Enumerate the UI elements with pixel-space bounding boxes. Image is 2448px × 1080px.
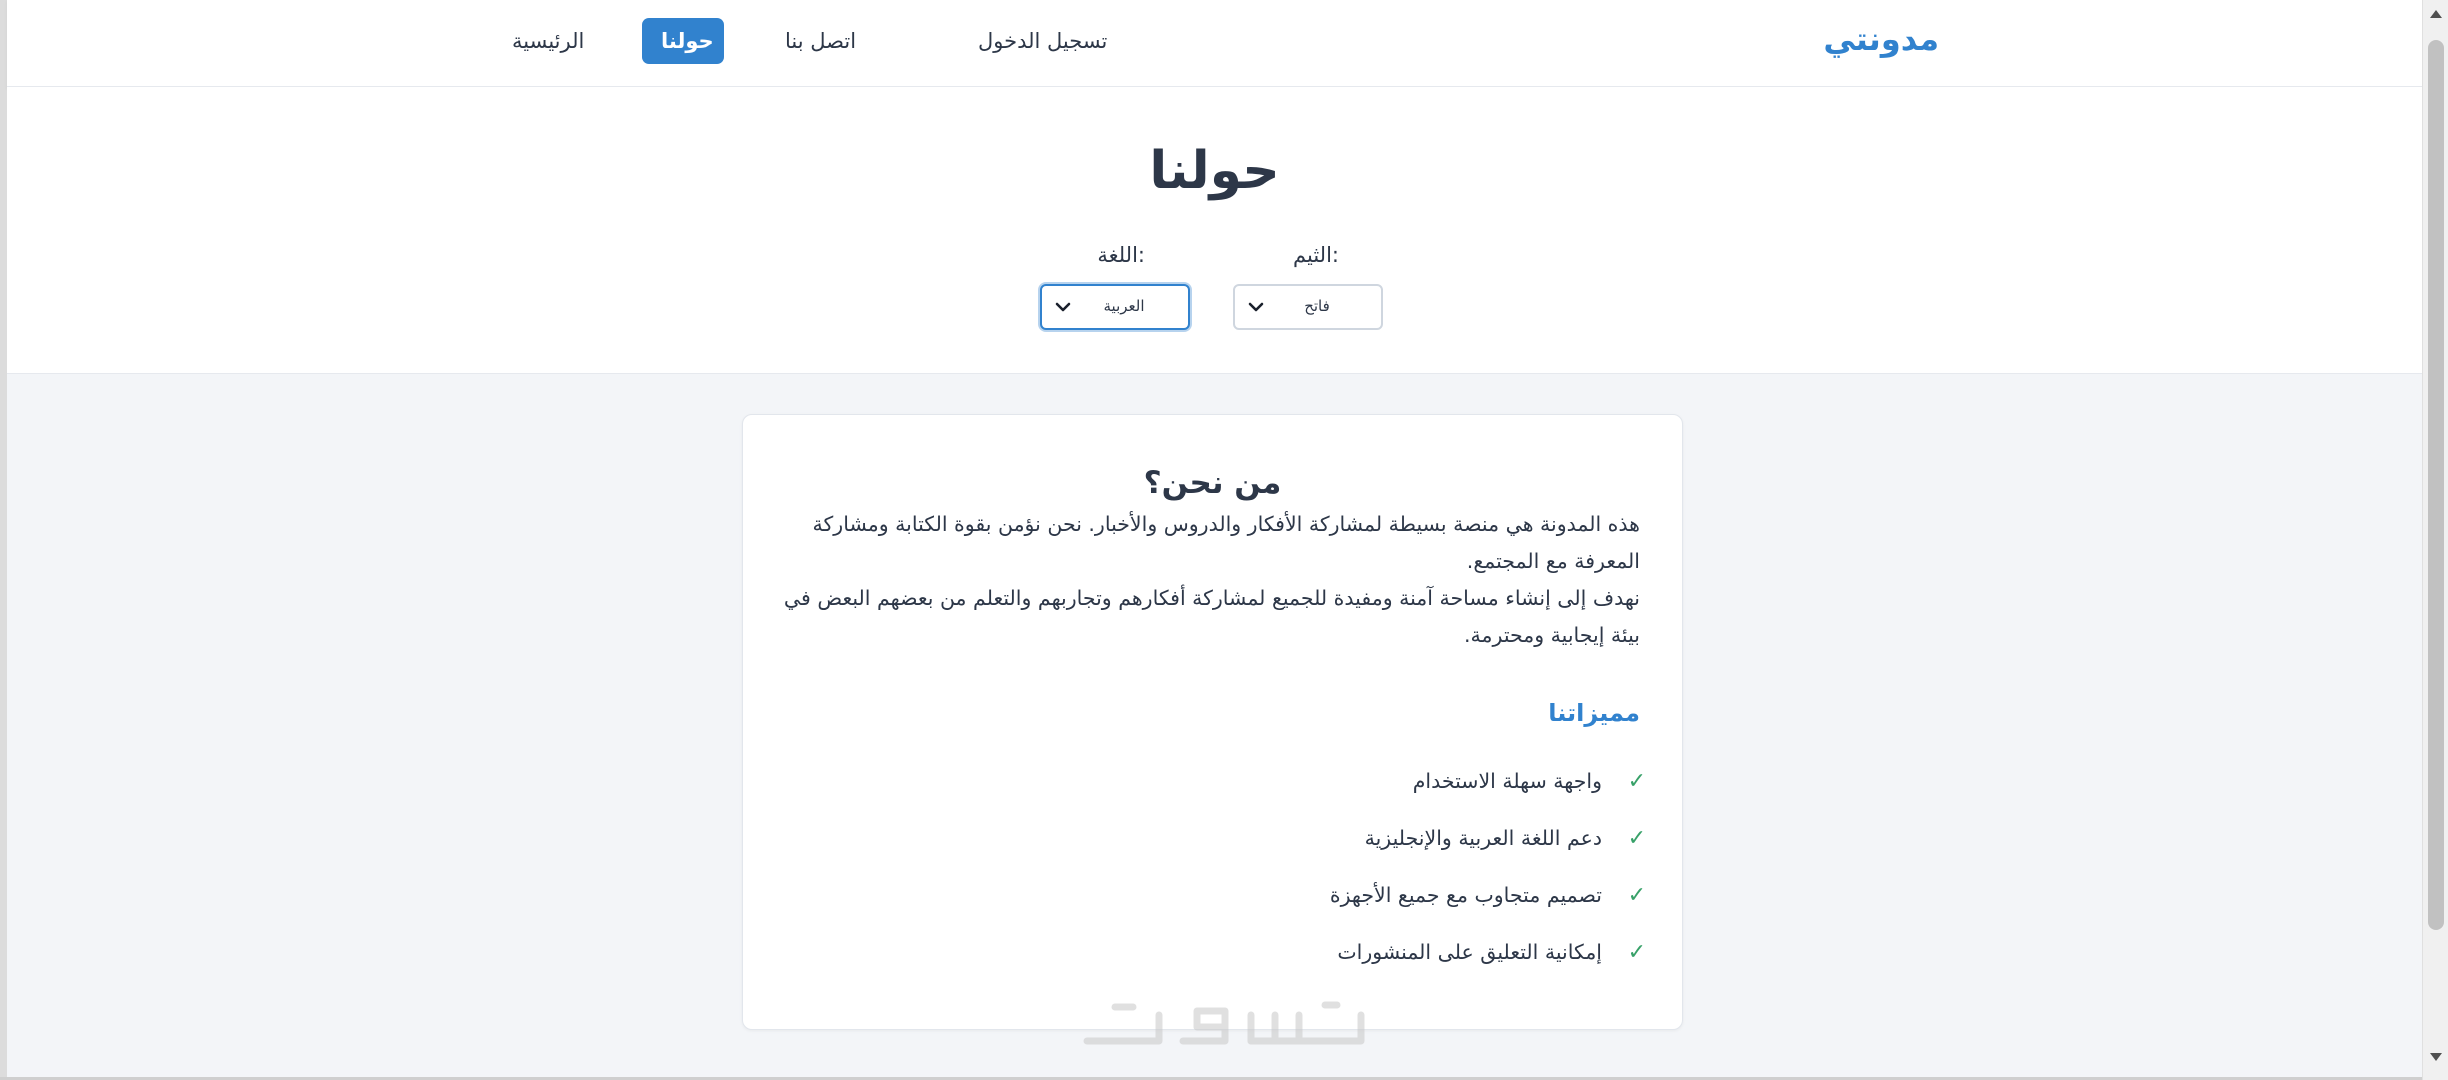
- brand-logo[interactable]: مدونتي: [1823, 20, 1939, 58]
- page-title: حولنا: [1149, 141, 1280, 201]
- feature-item: [1046, 883, 1646, 940]
- feature-text: دعم اللغة العربية والإنجليزية: [1364, 826, 1602, 850]
- feature-text: واجهة سهلة الاستخدام: [1412, 769, 1602, 793]
- language-label: اللغة:: [1097, 243, 1145, 267]
- about-title: من نحن؟: [1143, 465, 1282, 501]
- chevron-down-icon: [1052, 296, 1074, 318]
- scroll-up-arrow-icon[interactable]: [2427, 6, 2445, 22]
- theme-select-value: فاتح: [1304, 297, 1330, 315]
- scroll-down-arrow-icon[interactable]: [2427, 1049, 2445, 1065]
- feature-item: [1046, 826, 1646, 883]
- chevron-down-icon: [1245, 296, 1267, 318]
- page-scrollbar[interactable]: [2422, 0, 2448, 1080]
- language-select-value: العربية: [1103, 297, 1145, 315]
- nav-login-link[interactable]: تسجيل الدخول: [978, 29, 1108, 53]
- theme-label: الثيم:: [1293, 243, 1339, 267]
- nav-contact-link[interactable]: اتصل بنا: [785, 29, 857, 53]
- hero-section: [7, 87, 2422, 374]
- check-icon: ✓: [1627, 940, 1646, 965]
- navbar: [7, 0, 2422, 87]
- about-description: [780, 506, 1640, 654]
- feature-text: تصميم متجاوب مع جميع الأجهزة: [1329, 883, 1602, 907]
- about-card: [742, 414, 1683, 1030]
- feature-text: إمكانية التعليق على المنشورات: [1337, 940, 1602, 964]
- check-icon: ✓: [1627, 826, 1646, 851]
- about-paragraph-2: نهدف إلى إنشاء مساحة آمنة ومفيدة للجميع لمشاركة أفكارهم وتجاربهم والتعلم من بعضهم البعض في بيئة إيجابية ومحترمة.: [783, 586, 1640, 647]
- features-title: مميزاتنا: [1548, 699, 1640, 727]
- language-select[interactable]: [1040, 284, 1190, 330]
- watermark-logo: [1075, 985, 1375, 1055]
- features-list: [1046, 769, 1646, 997]
- check-icon: ✓: [1627, 769, 1646, 794]
- scrollbar-thumb[interactable]: [2428, 40, 2444, 930]
- check-icon: ✓: [1627, 883, 1646, 908]
- window-frame-left: [0, 0, 7, 1080]
- theme-select[interactable]: [1233, 284, 1383, 330]
- about-paragraph-1: هذه المدونة هي منصة بسيطة لمشاركة الأفكار والدروس والأخبار. نحن نؤمن بقوة الكتابة ومشاركة المعرفة مع المجتمع.: [812, 512, 1640, 573]
- nav-home-link[interactable]: الرئيسية: [512, 29, 585, 53]
- feature-item: [1046, 769, 1646, 826]
- nav-about-link[interactable]: حولنا: [642, 18, 724, 64]
